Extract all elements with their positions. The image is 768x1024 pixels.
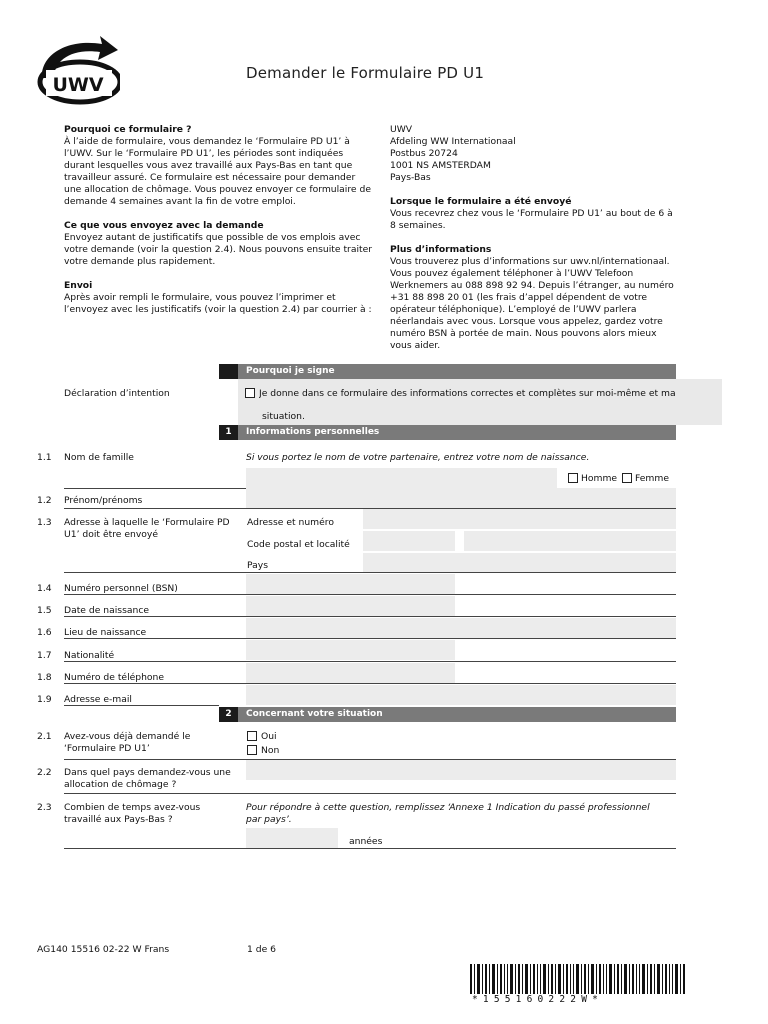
- q-label: Adresse e-mail: [64, 694, 132, 705]
- declaration-label: Déclaration d’intention: [64, 388, 170, 399]
- city-field[interactable]: [464, 531, 676, 551]
- q-label: Avez-vous déjà demandé le ‘Formulaire PD U1’: [64, 731, 191, 754]
- page-title: Demander le Formulaire PD U1: [246, 64, 485, 82]
- intro-left: [64, 124, 374, 328]
- femme-checkbox[interactable]: [622, 473, 632, 483]
- q-label: Date de naissance: [64, 605, 150, 616]
- logo-text: UWV: [52, 74, 104, 96]
- intro-heading: Envoi: [64, 280, 93, 291]
- non-checkbox[interactable]: [247, 745, 257, 755]
- first-name-field[interactable]: [246, 488, 676, 508]
- intro-heading: Pourquoi ce formulaire ?: [64, 124, 192, 135]
- q-number: 1.5: [37, 605, 52, 616]
- q-label: Dans quel pays demandez-vous une allocation de chômage ?: [64, 767, 231, 790]
- intro-heading: Plus d’informations: [390, 244, 492, 255]
- address-line: Pays-Bas: [390, 172, 431, 183]
- q-number: 1.7: [37, 650, 52, 661]
- street-address-field[interactable]: [363, 509, 676, 529]
- barcode: [470, 964, 685, 994]
- country-claim-field[interactable]: [246, 760, 676, 780]
- row-divider: [64, 616, 676, 617]
- q-label: Combien de temps avez-vous travaillé aux Pays-Bas ?: [64, 802, 201, 825]
- mailing-address: [390, 124, 680, 184]
- address-line: UWV: [390, 124, 413, 135]
- address-line: Postbus 20724: [390, 148, 458, 159]
- birth-date-field[interactable]: [246, 596, 455, 616]
- row-divider: [64, 661, 676, 662]
- years-unit-label: années: [349, 836, 383, 847]
- q-label: Lieu de naissance: [64, 627, 147, 638]
- section-2-title: Concernant votre situation: [246, 709, 383, 719]
- q-label: Prénom/prénoms: [64, 495, 143, 506]
- row-divider: [64, 683, 676, 684]
- family-name-field[interactable]: [246, 468, 557, 489]
- declaration-area: [238, 379, 722, 425]
- q-number: 1.6: [37, 627, 52, 638]
- row-divider: [64, 705, 219, 706]
- non-label: Non: [261, 745, 280, 756]
- q-number: 2.2: [37, 767, 52, 778]
- nationality-field[interactable]: [246, 640, 455, 660]
- q-number: 1.9: [37, 694, 52, 705]
- section-1-number: 1: [219, 425, 238, 440]
- q-hint: Si vous portez le nom de votre partenaire, entrez votre nom de naissance.: [246, 452, 590, 463]
- uwv-logo: [36, 36, 120, 106]
- oui-label: Oui: [261, 731, 277, 742]
- address-line: 1001 NS AMSTERDAM: [390, 160, 491, 171]
- declaration-text-cont: situation.: [262, 411, 305, 422]
- intro-text: Vous trouverez plus d’informations sur uwv.nl/internationaal. Vous pouvez également téléphoner à l’UWV Telefoon Werknemers au 088 898 92 94. Depuis l’étranger, au numéro +31 88 898 20 01 (les frais d’appel dépendent de votre opérateur téléphonique). L’employé de l’UWV parlera néerlandais avec vous. Lorsque vous appelez, gardez votre numéro BSN à portée de main. Nous pouvons alors mieux vous aider.: [390, 256, 674, 351]
- years-worked-field[interactable]: [246, 828, 338, 848]
- sub-label-address: Adresse et numéro: [247, 517, 334, 528]
- intro-heading: Ce que vous envoyez avec la demande: [64, 220, 264, 231]
- row-divider: [64, 848, 676, 849]
- page-number: 1 de 6: [247, 944, 277, 955]
- q-number: 1.2: [37, 495, 52, 506]
- row-divider: [64, 793, 676, 794]
- row-divider: [64, 638, 676, 639]
- declaration-text: Je donne dans ce formulaire des informations correctes et complètes sur moi-même et ma: [259, 388, 676, 399]
- section-2-number: 2: [219, 707, 238, 722]
- homme-label: Homme: [581, 473, 618, 484]
- sub-label-postcode: Code postal et localité: [247, 539, 350, 550]
- q-number: 1.4: [37, 583, 52, 594]
- barcode-text: *155160222W*: [472, 994, 604, 1005]
- sign-section-title: Pourquoi je signe: [246, 366, 335, 376]
- q-number: 2.1: [37, 731, 52, 742]
- q-number: 1.8: [37, 672, 52, 683]
- intro-text: Après avoir rempli le formulaire, vous pouvez l’imprimer et l’envoyez avec les justificatifs (voir la question 2.4) par courrier à :: [64, 292, 372, 315]
- q-hint: Pour répondre à cette question, remplissez ‘Annexe 1 Indication du passé professionnel par pays’.: [246, 802, 650, 825]
- oui-checkbox[interactable]: [247, 731, 257, 741]
- femme-label: Femme: [635, 473, 669, 484]
- q-number: 1.1: [37, 452, 52, 463]
- declaration-checkbox[interactable]: [245, 388, 255, 398]
- row-divider: [64, 572, 676, 573]
- sign-section-marker: [219, 364, 238, 379]
- country-field[interactable]: [363, 553, 676, 572]
- intro-right: [390, 124, 680, 364]
- address-line: Afdeling WW Internationaal: [390, 136, 516, 147]
- q-number: 2.3: [37, 802, 52, 813]
- q-label: Nom de famille: [64, 452, 134, 463]
- q-label: Nationalité: [64, 650, 115, 661]
- q-label: Numéro personnel (BSN): [64, 583, 178, 594]
- intro-text: Vous recevrez chez vous le ‘Formulaire PD U1’ au bout de 6 à 8 semaines.: [390, 208, 673, 231]
- phone-field[interactable]: [246, 663, 455, 683]
- bsn-field[interactable]: [246, 574, 455, 594]
- form-code: AG140 15516 02-22 W Frans: [37, 944, 170, 955]
- intro-text: Envoyez autant de justificatifs que possible de vos emplois avec votre demande (voir la question 2.4). Nous pouvons ensuite traiter votre demande plus rapidement.: [64, 232, 373, 267]
- section-1-title: Informations personnelles: [246, 427, 380, 437]
- sub-label-country: Pays: [247, 560, 268, 571]
- homme-checkbox[interactable]: [568, 473, 578, 483]
- row-divider: [64, 594, 676, 595]
- email-field[interactable]: [246, 685, 676, 705]
- q-label: Numéro de téléphone: [64, 672, 165, 683]
- intro-heading: Lorsque le formulaire a été envoyé: [390, 196, 572, 207]
- birth-place-field[interactable]: [246, 618, 676, 638]
- q-label: Adresse à laquelle le ‘Formulaire PD U1’ doit être envoyé: [64, 517, 230, 540]
- postcode-field[interactable]: [363, 531, 455, 551]
- intro-text: À l’aide de formulaire, vous demandez le ‘Formulaire PD U1’ à l’UWV. Sur le ‘Formulaire PD U1’, les périodes sont indiquées durant lesquelles vous avez travaillé aux Pays-Bas en tant que travailleur assuré. Ce formulaire est nécessaire pour demander une allocation de chômage. Vous pouvez envoyer ce formulaire de demande 4 semaines avant la fin de votre emploi.: [64, 136, 371, 207]
- q-number: 1.3: [37, 517, 52, 528]
